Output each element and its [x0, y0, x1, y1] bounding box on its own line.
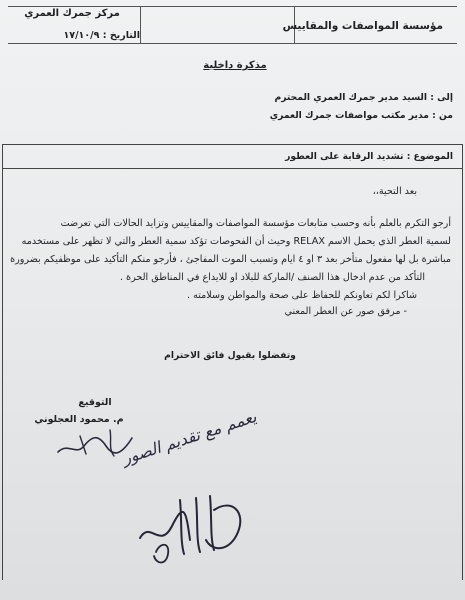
handwritten-note: يعمم مع تقديم الصور — [120, 406, 259, 469]
subject-line: الموضوع : تشديد الرقابة على العطور — [285, 151, 453, 162]
body-line-3: مباشرة بل لها مفعول متأخر بعد ٣ او ٤ ايام وتسبب الموت المفاجئ ، فأرجو منكم التأكيد على موظفيكم بضرورة — [10, 254, 451, 265]
attachment-note: - مرفق صور عن العطر المعني — [284, 306, 407, 317]
body-line-5: شاكرا لكم تعاونكم للحفاظ على صحة والمواطن وسلامته . — [187, 290, 417, 301]
subject-separator — [2, 168, 463, 169]
organization-name: مؤسسة المواصفات والمقاييس — [282, 20, 443, 32]
center-name: مركز جمرك العمري — [24, 8, 120, 19]
body-line-2: لسمية العطر الذي يحمل الاسم RELAX وحيث أن الفحوصات تؤكد سمية العطر والتي لا تظهر على مستخدمه — [21, 236, 451, 247]
to-line: إلى : السيد مدير جمرك العمري المحترم — [274, 92, 453, 103]
body-line-1: أرجو التكرم بالعلم بأنه وحسب متابعات مؤسسة المواصفات والمقاييس وتزايد الحالات التي تعرضت — [60, 218, 451, 229]
signature-label: التوقيع — [78, 397, 112, 408]
handwritten-signature-large — [120, 480, 260, 570]
header-left-divider — [140, 6, 141, 43]
signatory-name: م. محمود العجلوني — [34, 414, 124, 425]
header-top-rule — [8, 6, 457, 7]
from-line: من : مدير مكتب مواصفات جمرك العمري — [269, 110, 453, 121]
body-line-4: التأكد من عدم ادخال هذا الصنف /الماركة للبلاد او للايداع في المناطق الحرة . — [119, 272, 425, 283]
header-bottom-rule — [8, 43, 457, 44]
closing-line: وتفضلوا بقبول فائق الاحترام — [164, 350, 296, 361]
memo-date: التاريخ : ١٧/١٠/٩ — [63, 30, 140, 41]
greeting: بعد التحية،، — [372, 186, 417, 197]
memo-title: مذكرة داخلية — [203, 60, 267, 71]
